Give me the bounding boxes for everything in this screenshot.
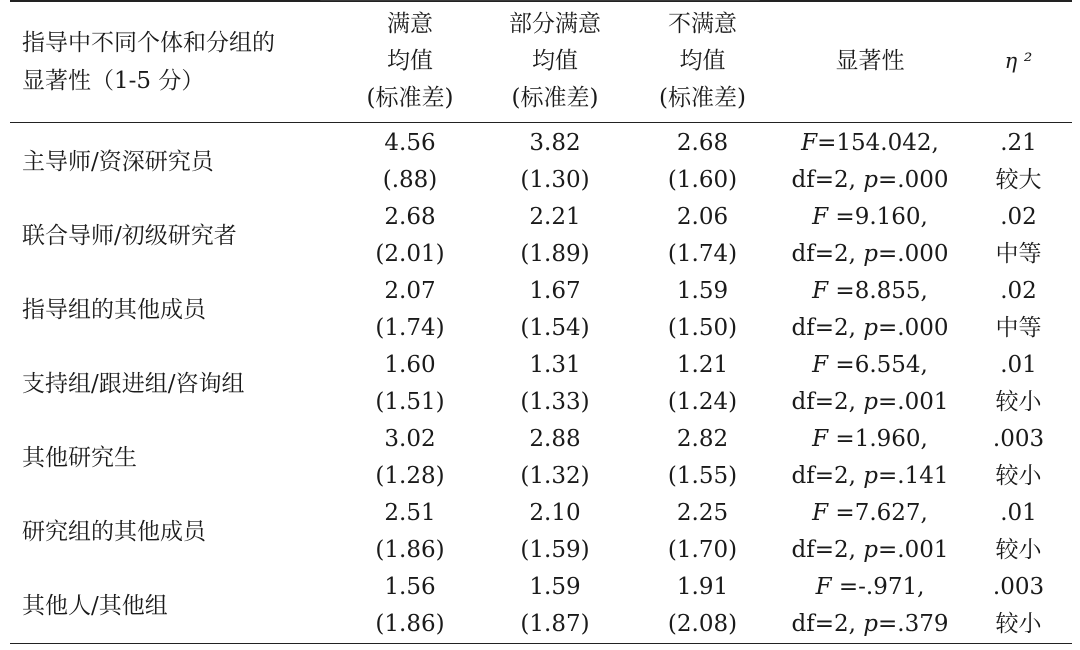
row-label: 其他研究生 — [22, 444, 137, 471]
table-header-row — [10, 2, 1072, 123]
cell-eta — [965, 347, 1072, 421]
effect-size-label: 较小 — [995, 537, 1042, 563]
sd-value: (1.50) — [667, 315, 738, 341]
header-significance: 显著性 — [775, 2, 965, 123]
mean-value: 3.02 — [384, 426, 436, 452]
df-p-value: df=2, p=.000 — [791, 167, 949, 193]
p-value: =.001 — [878, 537, 949, 563]
sd-value: (1.54) — [520, 315, 590, 341]
df-p-value: df=2, p=.001 — [791, 389, 949, 415]
sd-value: (2.08) — [667, 611, 738, 637]
cell-unsatisfied — [630, 199, 775, 273]
cell-partial — [480, 347, 630, 421]
cell-partial — [480, 273, 630, 347]
sd-value: (1.28) — [375, 463, 445, 489]
sd-value: (1.32) — [520, 463, 590, 489]
header-line: 部分满意 — [509, 11, 601, 37]
eta-value: .003 — [992, 574, 1045, 600]
cell-eta — [965, 421, 1072, 495]
sd-value: (1.24) — [667, 389, 738, 415]
header-line: 不满意 — [668, 11, 737, 37]
f-value: =1.960, — [828, 426, 928, 452]
p-value: =.379 — [878, 611, 949, 637]
table-row — [10, 347, 1072, 421]
mean-value: 2.25 — [676, 500, 729, 526]
mean-value: 2.68 — [676, 130, 729, 156]
cell-partial — [480, 199, 630, 273]
sd-value: (1.55) — [667, 463, 738, 489]
mean-value: 2.82 — [676, 426, 729, 452]
cell-significance — [775, 123, 965, 200]
mean-value: 1.59 — [529, 574, 581, 600]
header-unsatisfied — [630, 2, 775, 123]
f-value: =8.855, — [828, 278, 928, 304]
f-statistic: F =6.554, — [812, 352, 928, 378]
df-value: df=2, — [791, 537, 864, 563]
cell-unsatisfied — [630, 273, 775, 347]
cell-unsatisfied — [630, 495, 775, 569]
header-line: (标准差) — [659, 85, 746, 111]
sd-value: (1.86) — [375, 611, 445, 637]
mean-value: 2.06 — [676, 204, 729, 230]
effect-size-label: 较大 — [995, 167, 1042, 193]
mean-value: 2.88 — [529, 426, 581, 452]
header-line: 均值 — [532, 48, 578, 74]
table-row — [10, 421, 1072, 495]
eta-value: .21 — [1000, 130, 1037, 156]
significance-table — [10, 2, 1072, 644]
mean-value: 1.67 — [529, 278, 581, 304]
effect-size-label: 较小 — [995, 463, 1042, 489]
cell-significance — [775, 273, 965, 347]
cell-unsatisfied — [630, 347, 775, 421]
eta-value: .003 — [992, 426, 1045, 452]
f-value: =9.160, — [828, 204, 928, 230]
cell-eta — [965, 123, 1072, 200]
cell-significance — [775, 421, 965, 495]
f-value: =7.627, — [828, 500, 928, 526]
cell-unsatisfied — [630, 421, 775, 495]
header-line: (标准差) — [366, 85, 454, 111]
f-statistic: F=154.042, — [801, 130, 939, 156]
cell-unsatisfied — [630, 569, 775, 644]
row-label: 其他人/其他组 — [10, 569, 340, 644]
sd-value: (1.74) — [667, 241, 738, 267]
cell-satisfied — [340, 495, 480, 569]
header-satisfied — [340, 2, 480, 123]
cell-eta — [965, 495, 1072, 569]
sd-value: (1.60) — [667, 167, 738, 193]
p-value: =.141 — [878, 463, 949, 489]
mean-value: 4.56 — [384, 130, 436, 156]
cell-partial — [480, 421, 630, 495]
cell-eta — [965, 569, 1072, 644]
cell-significance — [775, 199, 965, 273]
sd-value: (1.51) — [375, 389, 445, 415]
header-label-line: 显著性（1-5 分） — [22, 67, 205, 94]
sd-value: (2.01) — [375, 241, 445, 267]
mean-value: 1.91 — [676, 574, 729, 600]
eta-value: .01 — [1000, 500, 1037, 526]
cell-partial — [480, 495, 630, 569]
header-label-line: 指导中不同个体和分组的 — [22, 29, 275, 56]
p-value: =.001 — [878, 389, 949, 415]
mean-value: 2.07 — [384, 278, 436, 304]
f-statistic: F =9.160, — [812, 204, 928, 230]
cell-significance — [775, 347, 965, 421]
eta-value: .01 — [1000, 352, 1037, 378]
sd-value: (1.70) — [667, 537, 738, 563]
effect-size-label: 较小 — [995, 389, 1042, 415]
header-line: 满意 — [387, 11, 433, 37]
mean-value: 2.51 — [384, 500, 436, 526]
cell-satisfied — [340, 421, 480, 495]
header-eta-squared: η ² — [965, 2, 1072, 123]
row-label: 主导师/资深研究员 — [22, 148, 214, 175]
sd-value: (.88) — [382, 167, 438, 193]
header-line: (标准差) — [511, 85, 599, 111]
p-value: =.000 — [878, 167, 949, 193]
row-label: 研究组的其他成员 — [22, 518, 206, 545]
sd-value: (1.87) — [520, 611, 590, 637]
eta-value: .02 — [1000, 204, 1037, 230]
table-row — [10, 495, 1072, 569]
df-value: df=2, — [791, 315, 864, 341]
effect-size-label: 中等 — [995, 315, 1042, 341]
df-p-value: df=2, p=.001 — [791, 537, 949, 563]
cell-partial — [480, 569, 630, 644]
table-row — [10, 123, 1072, 200]
cell-significance — [775, 495, 965, 569]
row-label: 指导组的其他成员 — [22, 296, 206, 323]
cell-significance — [775, 569, 965, 644]
cell-satisfied — [340, 569, 480, 644]
mean-value: 1.60 — [384, 352, 436, 378]
row-label: 联合导师/初级研究者 — [22, 222, 237, 249]
mean-value: 1.56 — [384, 574, 436, 600]
df-p-value: df=2, p=.000 — [791, 241, 949, 267]
sd-value: (1.33) — [520, 389, 590, 415]
sd-value: (1.74) — [375, 315, 445, 341]
header-partial — [480, 2, 630, 123]
header-line: 均值 — [679, 48, 726, 74]
cell-eta — [965, 273, 1072, 347]
eta-value: .02 — [1000, 278, 1037, 304]
df-p-value: df=2, p=.141 — [791, 463, 949, 489]
table-row — [10, 569, 1072, 644]
row-label: 支持组/跟进组/咨询组 — [22, 370, 245, 397]
df-value: df=2, — [791, 389, 864, 415]
cell-satisfied — [340, 347, 480, 421]
f-value: =-.971, — [831, 574, 925, 600]
cell-eta — [965, 199, 1072, 273]
f-value: =154.042, — [817, 130, 939, 156]
df-value: df=2, — [791, 463, 864, 489]
effect-size-label: 较小 — [995, 611, 1042, 637]
cell-satisfied — [340, 199, 480, 273]
mean-value: 3.82 — [529, 130, 581, 156]
mean-value: 1.21 — [676, 352, 729, 378]
table-row — [10, 199, 1072, 273]
mean-value: 2.68 — [384, 204, 436, 230]
cell-satisfied — [340, 273, 480, 347]
cell-partial — [480, 123, 630, 200]
f-statistic: F =1.960, — [812, 426, 928, 452]
mean-value: 2.10 — [529, 500, 581, 526]
df-p-value: df=2, p=.000 — [791, 315, 949, 341]
mean-value: 2.21 — [529, 204, 581, 230]
df-p-value: df=2, p=.379 — [791, 611, 949, 637]
sd-value: (1.89) — [520, 241, 590, 267]
f-statistic: F =7.627, — [812, 500, 928, 526]
mean-value: 1.59 — [676, 278, 729, 304]
f-statistic: F =-.971, — [815, 574, 925, 600]
sd-value: (1.86) — [375, 537, 445, 563]
effect-size-label: 中等 — [995, 241, 1042, 267]
table-row — [10, 273, 1072, 347]
header-label — [10, 2, 340, 123]
cell-satisfied — [340, 123, 480, 200]
f-statistic: F =8.855, — [812, 278, 928, 304]
header-line: 均值 — [387, 48, 433, 74]
df-value: df=2, — [791, 167, 864, 193]
df-value: df=2, — [791, 241, 864, 267]
df-value: df=2, — [791, 611, 864, 637]
mean-value: 1.31 — [529, 352, 581, 378]
p-value: =.000 — [878, 315, 949, 341]
p-value: =.000 — [878, 241, 949, 267]
sd-value: (1.59) — [520, 537, 590, 563]
sd-value: (1.30) — [520, 167, 590, 193]
f-value: =6.554, — [828, 352, 928, 378]
cell-unsatisfied — [630, 123, 775, 200]
